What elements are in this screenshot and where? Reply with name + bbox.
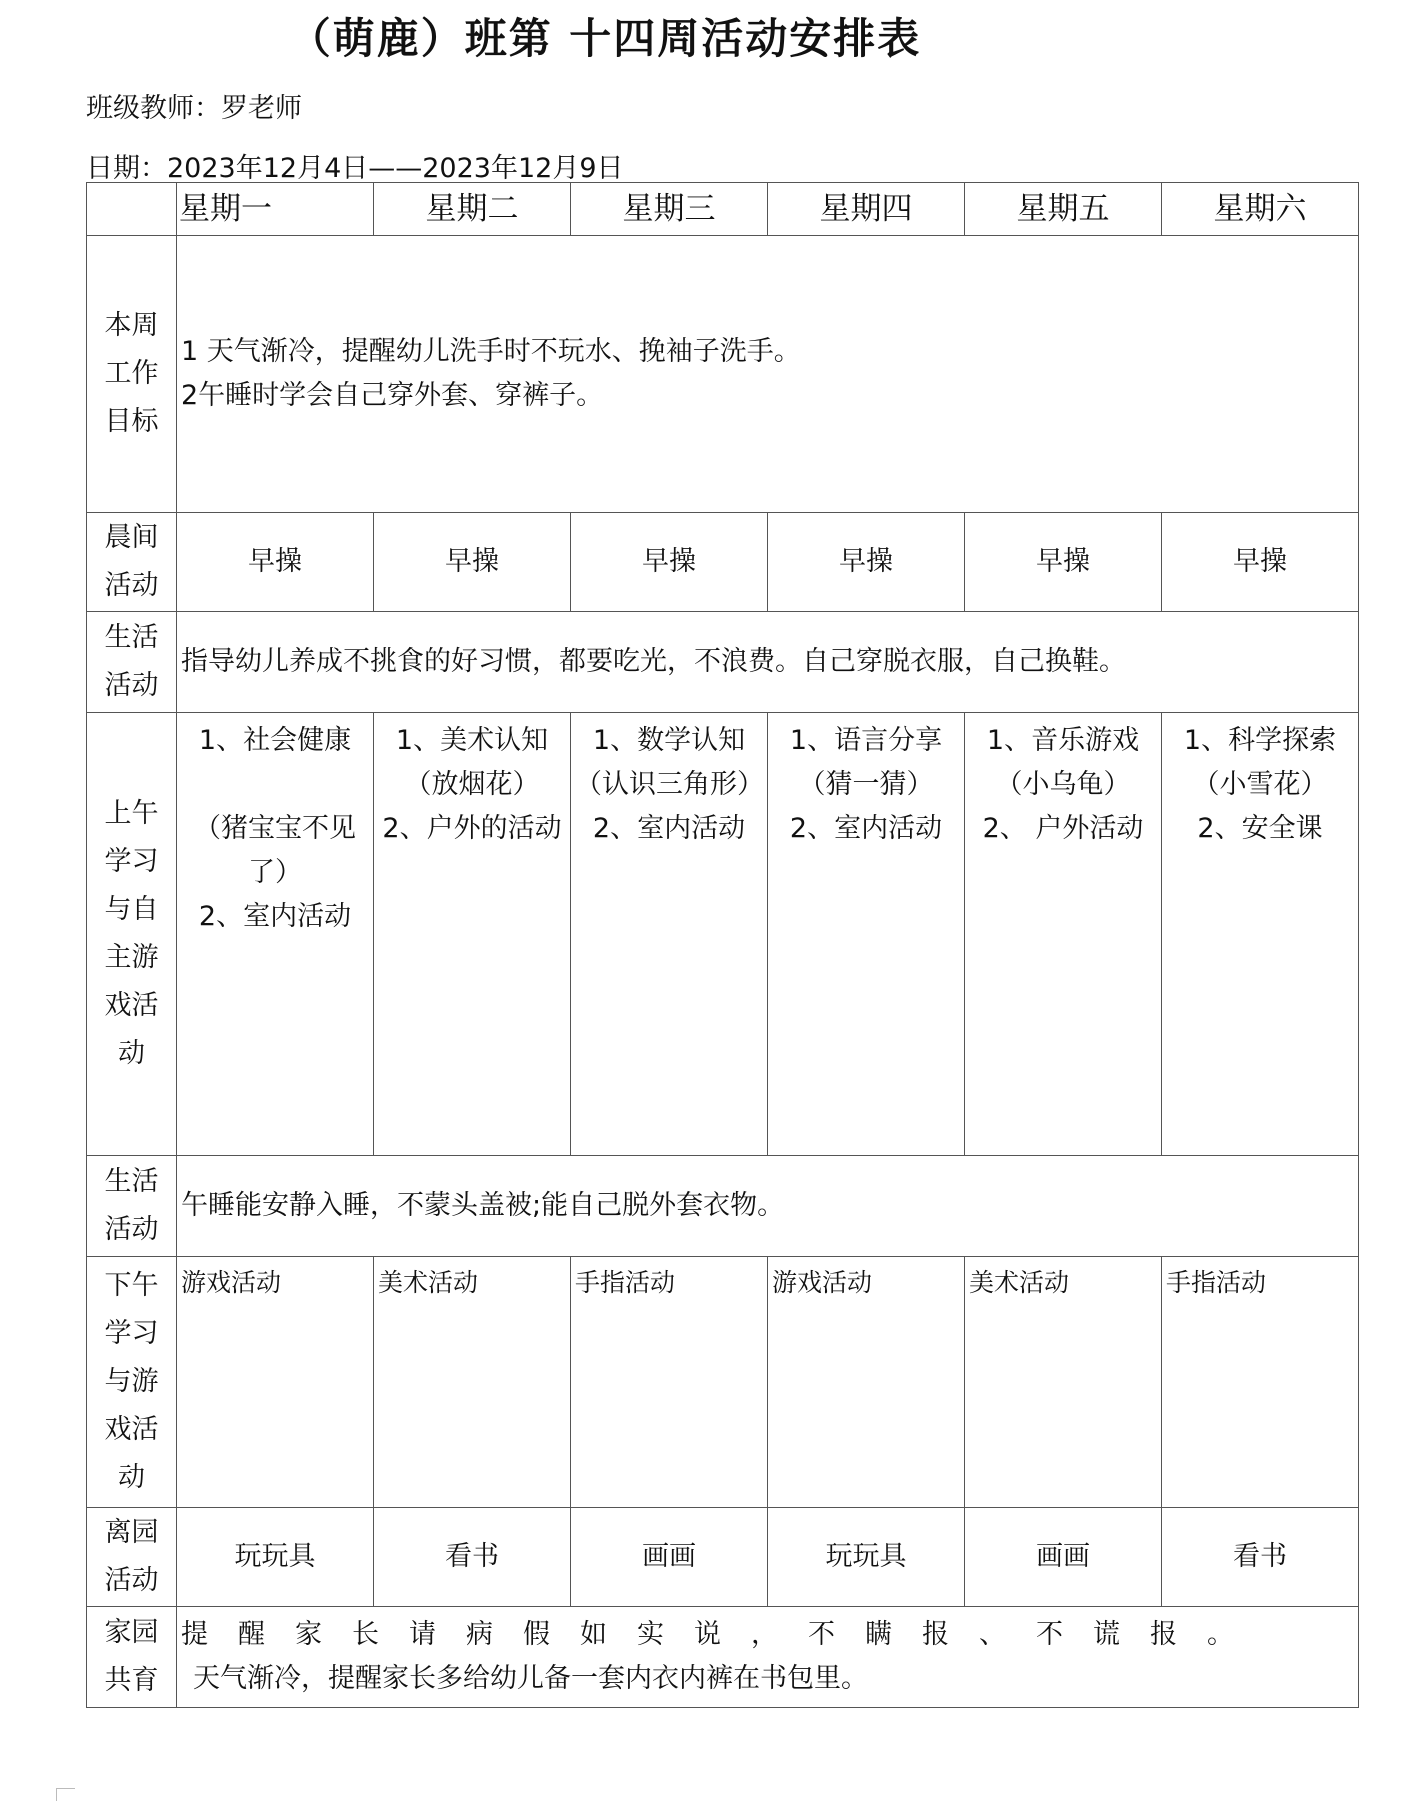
leave-cell: 画画 — [571, 1508, 768, 1607]
morning-cell: 早操 — [374, 513, 571, 612]
am-line: 1、语言分享 — [789, 725, 943, 756]
am-line: 2、户外的活动 — [382, 813, 562, 844]
pm-cell: 手指活动 — [1162, 1257, 1359, 1508]
page-corner-mark — [56, 1788, 75, 1801]
row-label: 生活活动 — [87, 1156, 177, 1257]
pm-cell: 游戏活动 — [768, 1257, 965, 1508]
am-cell — [571, 713, 768, 1156]
life-row — [87, 612, 1359, 713]
am-line: 1、数学认知 — [592, 725, 746, 756]
home-row — [87, 1607, 1359, 1708]
day-header: 星期二 — [374, 183, 571, 236]
am-line — [181, 763, 369, 807]
am-line: 2、安全课 — [1197, 813, 1323, 844]
goal-row — [87, 236, 1359, 513]
am-line: 2、 户外活动 — [982, 813, 1144, 844]
date-line: 日期：2023年12月4日——2023年12月9日 — [86, 153, 624, 184]
pm-row — [87, 1257, 1359, 1508]
leave-cell: 玩玩具 — [177, 1508, 374, 1607]
row-label: 下午学习与游戏活动 — [87, 1257, 177, 1508]
leave-cell: 画画 — [965, 1508, 1162, 1607]
am-line: 1、社会健康 — [198, 725, 352, 756]
am-row — [87, 713, 1359, 1156]
leave-cell: 玩玩具 — [768, 1508, 965, 1607]
am-cell — [374, 713, 571, 1156]
life-text: 午睡能安静入睡，不蒙头盖被;能自己脱外套衣物。 — [177, 1156, 1359, 1257]
pm-cell: 美术活动 — [374, 1257, 571, 1508]
leave-cell: 看书 — [1162, 1508, 1359, 1607]
pm-cell: 游戏活动 — [177, 1257, 374, 1508]
row-label: 家园共育 — [87, 1607, 177, 1708]
pm-cell: 手指活动 — [571, 1257, 768, 1508]
am-line: 1、科学探索 — [1183, 725, 1337, 756]
morning-row — [87, 513, 1359, 612]
life-row — [87, 1156, 1359, 1257]
morning-cell: 早操 — [177, 513, 374, 612]
life-text: 指导幼儿养成不挑食的好习惯，都要吃光，不浪费。自己穿脱衣服，自己换鞋。 — [177, 612, 1359, 713]
teacher-line: 班级教师：罗老师 — [86, 93, 302, 124]
home-line: 天气渐冷，提醒家长多给幼儿备一套内衣内裤在书包里。 — [193, 1663, 868, 1694]
am-line: 2、室内活动 — [198, 901, 352, 932]
page-title: （萌鹿）班第 十四周活动安排表 — [288, 14, 922, 63]
am-cell — [1162, 713, 1359, 1156]
am-cell — [177, 713, 374, 1156]
day-header: 星期三 — [571, 183, 768, 236]
home-text — [177, 1607, 1359, 1708]
am-line: （小雪花） — [1192, 769, 1328, 800]
am-line: 1、美术认知 — [395, 725, 549, 756]
goal-line: 2午睡时学会自己穿外套、穿裤子。 — [181, 380, 604, 411]
row-label: 晨间活动 — [87, 513, 177, 612]
pm-cell: 美术活动 — [965, 1257, 1162, 1508]
morning-cell: 早操 — [768, 513, 965, 612]
row-label: 上午学习与自主游戏活动 — [87, 713, 177, 1156]
morning-cell: 早操 — [571, 513, 768, 612]
row-label: 离园活动 — [87, 1508, 177, 1607]
goal-text — [177, 236, 1359, 513]
am-line: （认识三角形） — [575, 769, 764, 800]
morning-cell: 早操 — [1162, 513, 1359, 612]
am-line: 2、室内活动 — [789, 813, 943, 844]
day-header: 星期六 — [1162, 183, 1359, 236]
schedule-table — [86, 182, 1359, 1708]
home-line: 提醒家长请病假如实说，不瞒报、不谎报。 — [181, 1619, 1264, 1650]
day-header: 星期五 — [965, 183, 1162, 236]
am-line: （猜一猜） — [798, 769, 934, 800]
row-label: 本周工作目标 — [87, 236, 177, 513]
am-cell — [768, 713, 965, 1156]
morning-cell: 早操 — [965, 513, 1162, 612]
am-line: （放烟花） — [404, 769, 540, 800]
day-header: 星期一 — [177, 183, 374, 236]
row-label: 生活活动 — [87, 612, 177, 713]
leave-row — [87, 1508, 1359, 1607]
am-line: 1、音乐游戏 — [986, 725, 1140, 756]
leave-cell: 看书 — [374, 1508, 571, 1607]
am-line: （小乌龟） — [995, 769, 1131, 800]
day-header: 星期四 — [768, 183, 965, 236]
corner-cell — [87, 183, 177, 236]
am-cell — [965, 713, 1162, 1156]
goal-line: 1 天气渐冷，提醒幼儿洗手时不玩水、挽袖子洗手。 — [181, 336, 801, 367]
am-line: （猪宝宝不见了） — [194, 813, 356, 888]
header-row — [87, 183, 1359, 236]
am-line: 2、室内活动 — [592, 813, 746, 844]
